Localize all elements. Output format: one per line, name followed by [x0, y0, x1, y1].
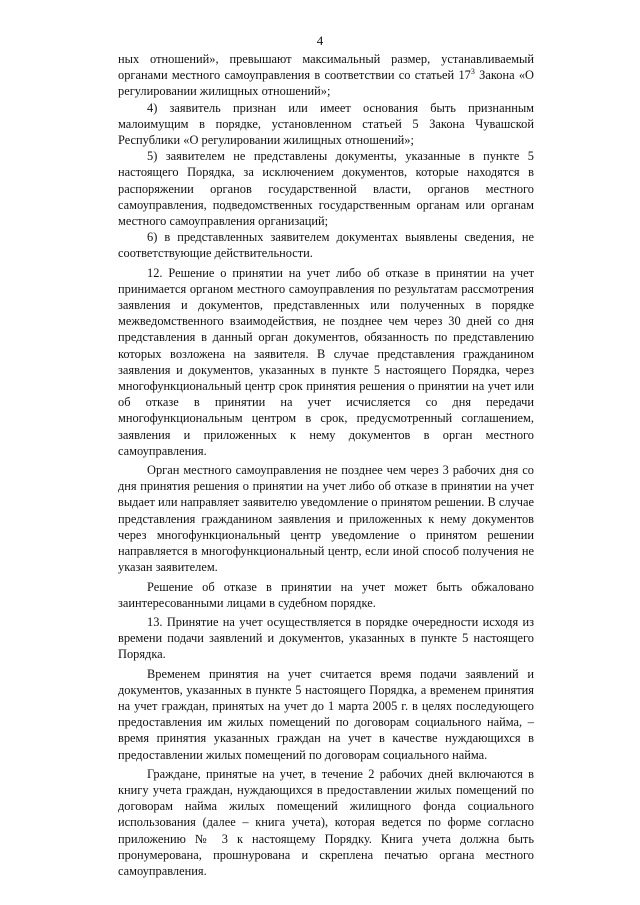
paragraph-item-4: 4) заявитель признан или имеет основания быть признанным малоимущим в порядке, установленном статьей 5 Закона Чувашской Республики «О регулировании жилищных отношений»;: [118, 100, 534, 148]
paragraph-continuation-text: ных отношений», превышают максимальный размер, устанавливаемый органами местного самоуправления в соответствии со статьей 17: [118, 52, 534, 83]
paragraph-record-book: Граждане, принятые на учет, в течение 2 рабочих дней включаются в книгу учета граждан, нуждающихся в предоставлении жилых помещений по договорам найма жилых помещений жилищного фонда социального использования (далее – книга учета), которая ведется по форме согласно приложению № 3 к настоящему Порядку. Книга учета должна быть пронумерована, прошнурована и скреплена печатью органа местного самоуправления.: [118, 766, 534, 878]
paragraph-registration-time: Временем принятия на учет считается время подачи заявлений и документов, указанных в пункте 5 настоящего Порядка, а временем принятия на учет граждан, принятых на учет до 1 марта 2005 г. в целях последующего предоставления им жилых помещений по договорам социального найма, – время принятия указанных граждан на учет в качестве нуждающихся в предоставлении жилых помещений по договорам социального найма.: [118, 666, 534, 762]
page-number: 4: [316, 33, 324, 48]
article-superscript: 3: [470, 67, 475, 77]
paragraph-clause-12: 12. Решение о принятии на учет либо об отказе в принятии на учет принимается органом местного самоуправления по результатам рассмотрения заявления и документов, представленных или полученных в порядке межведомственного взаимодействия, не позднее чем через 30 дней со дня представления в данный орган документов, обязанность по представлению которых возложена на заявителя. В случае представления гражданином заявления и документов, указанных в пункте 5 настоящего Порядка, через многофункциональный центр срок принятия решения о принятии на учет или об отказе в принятии на учет исчисляется со дня передачи многофункциональным центром в срок, предусмотренный соглашением, заявления и приложенных к нему документов в орган местного самоуправления.: [118, 265, 534, 458]
paragraph-continuation-tail: Закона «О регулировании жилищных отношений»;: [118, 68, 535, 99]
paragraph-item-5: 5) заявителем не представлены документы, указанные в пункте 5 настоящего Порядка, за исключением документов, которые находятся в распоряжении органов государственной власти, органов местного самоуправления, подведомственных государственным органам или органам местного самоуправления организаций;: [118, 149, 534, 229]
paragraph-clause-13: 13. Принятие на учет осуществляется в порядке очередности исходя из времени подачи заявлений и документов, указанных в пункте 5 настоящего Порядка.: [118, 614, 534, 662]
paragraph-appeal: Решение об отказе в принятии на учет может быть обжаловано заинтересованными лицами в судебном порядке.: [118, 579, 534, 610]
paragraph-continuation: [118, 51, 534, 100]
document-body: [118, 51, 534, 879]
paragraph-item-6: 6) в представленных заявителем документах выявлены сведения, не соответствующие действительности.: [118, 230, 534, 261]
paragraph-notification: Орган местного самоуправления не позднее чем через 3 рабочих дня со дня принятия решения о принятии на учет либо об отказе в принятии на учет выдает или направляет заявителю уведомление о принятом решении. В случае представления гражданином заявления и приложенных к нему документов через многофункциональный центр уведомление о принятом решении направляется в многофункциональный центр, если иной способ получения не указан заявителем.: [118, 463, 534, 575]
